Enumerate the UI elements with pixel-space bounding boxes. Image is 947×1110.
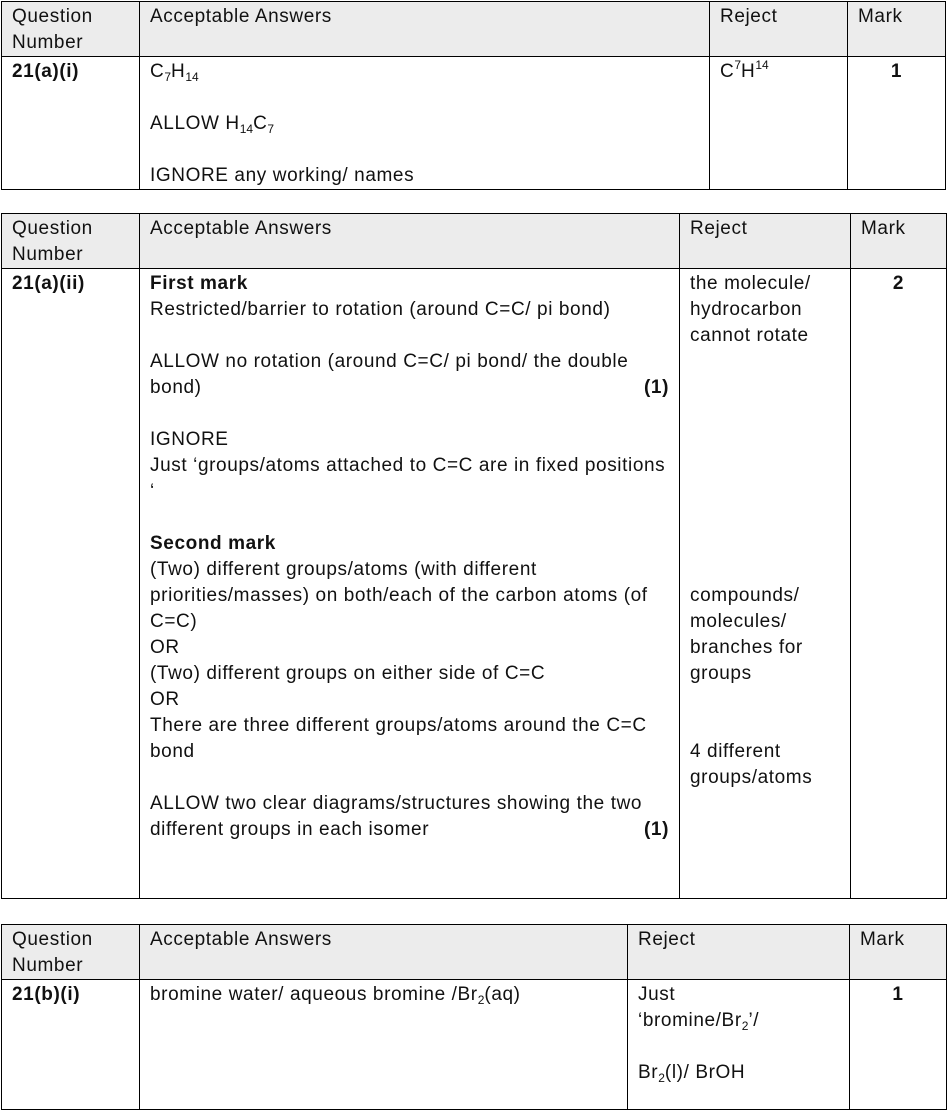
header-question-number: Question Number	[2, 2, 140, 57]
header-row	[2, 214, 947, 269]
ignore-label: IGNORE	[150, 429, 229, 450]
mark-scheme-table-21bi	[1, 924, 947, 1110]
mark-value: 1	[848, 57, 946, 190]
header-row	[2, 925, 947, 980]
second-mark-text-1: (Two) different groups/atoms (with different priorities/masses) on both/each of the carbon atoms (of C=C)	[150, 559, 648, 632]
second-mark-text-2: (Two) different groups on either side of C=C	[150, 663, 546, 684]
header-reject: Reject	[710, 2, 848, 57]
second-mark-heading: Second mark	[150, 533, 276, 554]
ignore-text: Just ‘groups/atoms attached to C=C are in fixed positions ‘	[150, 455, 666, 502]
question-number: 21(a)(ii)	[2, 269, 140, 899]
header-question-number: Question Number	[2, 925, 140, 980]
header-acceptable-answers: Acceptable Answers	[140, 925, 628, 980]
reject-cell: $C^7H^{14}$	[710, 57, 848, 190]
acceptable-answers-cell: bromine water/ aqueous bromine $/Br_2(aq)$	[140, 980, 628, 1110]
reject-text-2: compounds/ molecules/ branches for groups	[690, 585, 803, 684]
header-row	[2, 2, 946, 57]
answer-row	[2, 269, 947, 899]
acceptable-answers-cell	[140, 269, 680, 899]
first-mark-text: Restricted/barrier to rotation (around C=C/ pi bond)	[150, 299, 611, 320]
mark-scheme-table-21aii	[1, 213, 947, 899]
allow-answer: ALLOW $H_{14}C_7$	[150, 113, 275, 136]
or-separator: OR	[150, 637, 180, 658]
header-mark: Mark	[850, 925, 947, 980]
reject-cell: Just ‘$bromine/Br_2’/$ $Br_2(l)/$ BrOH	[628, 980, 850, 1110]
ignore-note: IGNORE any working/ names	[150, 165, 415, 186]
mark-value: 1	[850, 980, 947, 1110]
header-acceptable-answers: Acceptable Answers	[140, 214, 680, 269]
answer-row	[2, 57, 946, 190]
answer-row	[2, 980, 947, 1110]
reject-text-1: the molecule/ hydrocarbon cannot rotate	[690, 273, 811, 346]
mark-scheme-table-21ai	[1, 1, 946, 190]
mark-tag: (1)	[643, 819, 669, 840]
or-separator: OR	[150, 689, 180, 710]
header-mark: Mark	[848, 2, 946, 57]
allow-text-2: ALLOW two clear diagrams/structures showing the two different groups in each isomer	[150, 793, 643, 840]
first-mark-heading: First mark	[150, 273, 248, 294]
question-number: 21(a)(i)	[2, 57, 140, 190]
reject-text-3: 4 different groups/atoms	[690, 741, 813, 788]
header-question-number: Question Number	[2, 214, 140, 269]
acceptable-answers-cell	[140, 57, 710, 190]
header-acceptable-answers: Acceptable Answers	[140, 2, 710, 57]
second-mark-text-3: There are three different groups/atoms around the C=C bond	[150, 715, 647, 762]
formula-answer: $C_7H_{14}$	[150, 61, 199, 84]
mark-tag: (1)	[643, 377, 669, 398]
allow-text: ALLOW no rotation (around C=C/ pi bond/ the double bond)	[150, 351, 629, 398]
question-number: 21(b)(i)	[2, 980, 140, 1110]
reject-cell	[680, 269, 851, 899]
header-reject: Reject	[680, 214, 851, 269]
mark-value: 2	[851, 269, 947, 899]
header-reject: Reject	[628, 925, 850, 980]
header-mark: Mark	[851, 214, 947, 269]
